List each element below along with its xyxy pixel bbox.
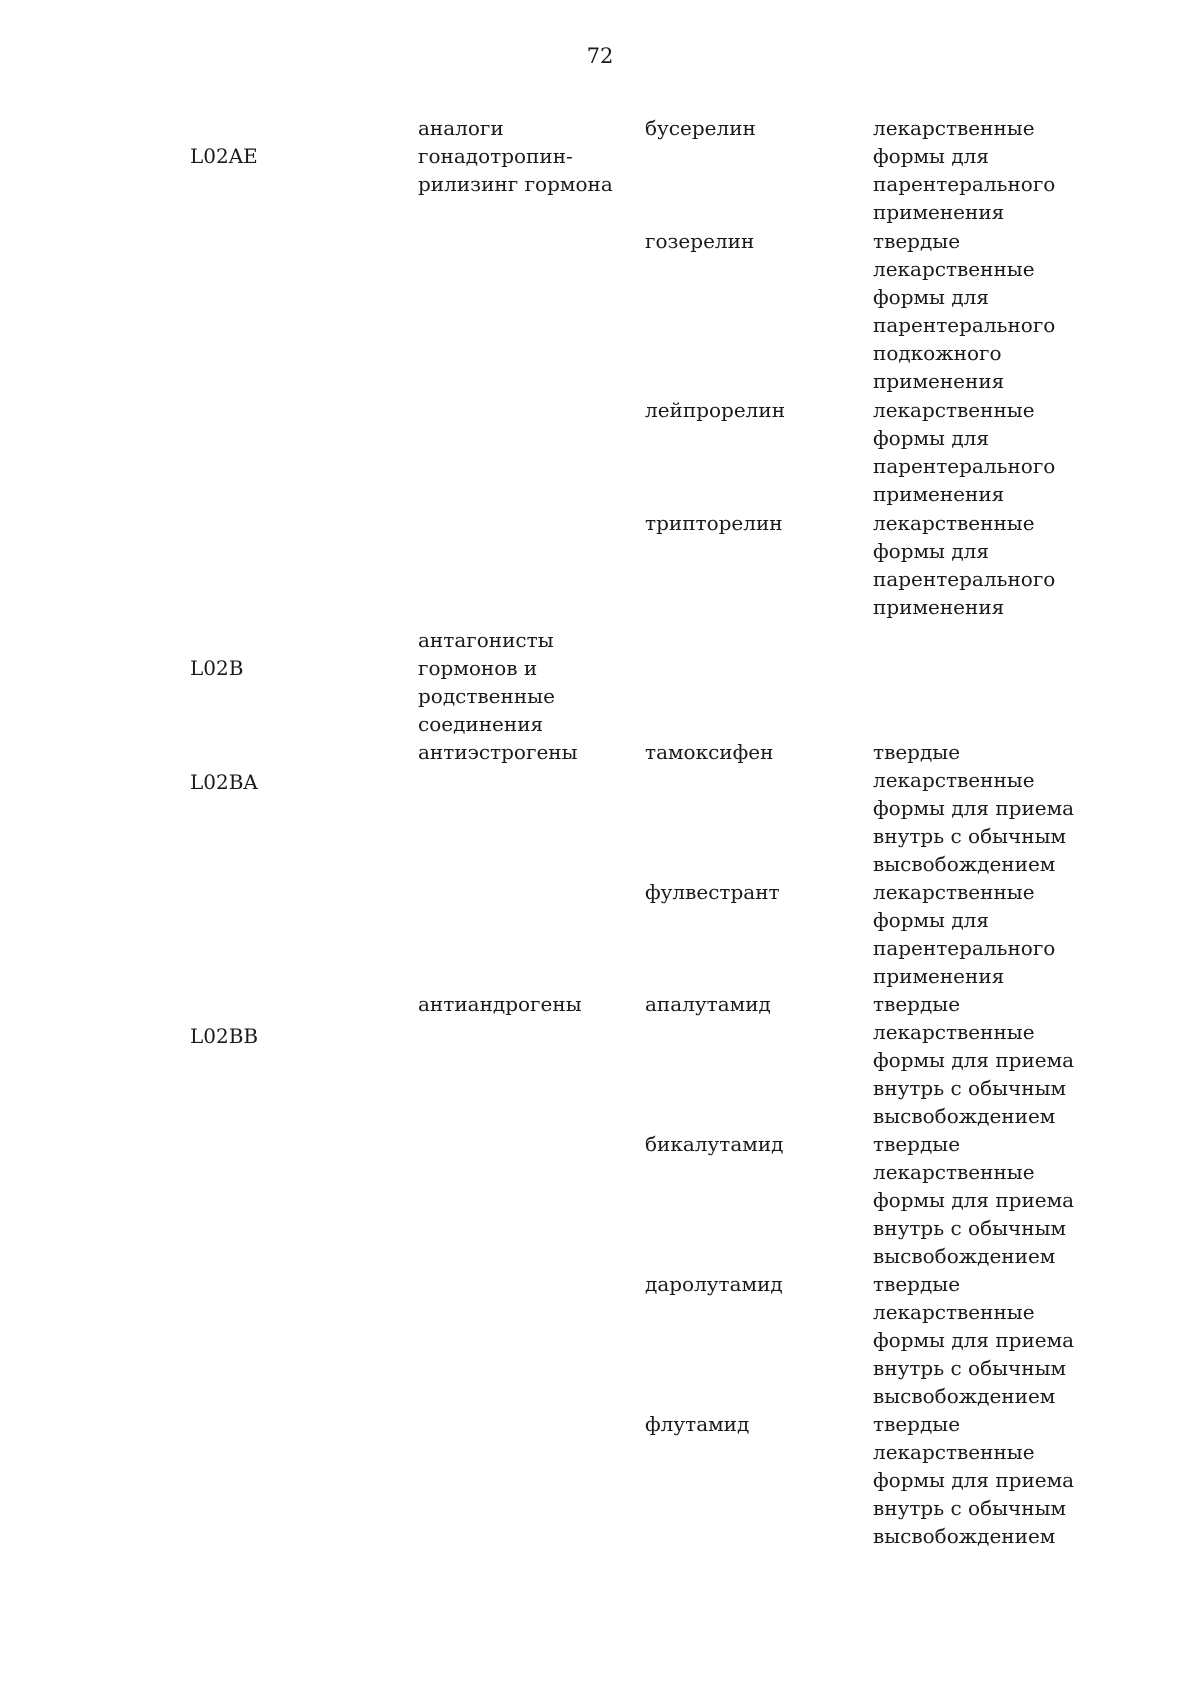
group-l02ae: аналоги гонадотропин- рилизинг гормона (418, 116, 613, 196)
dosage-form: лекарственные формы для парентерального применения (873, 880, 1056, 988)
dosage-form: лекарственные формы для парентерального применения (873, 398, 1056, 506)
group-l02bb: антиандрогены (418, 992, 582, 1016)
drug-name: бикалутамид (645, 1132, 784, 1156)
atc-code-l02bb: L02BB (190, 1024, 259, 1048)
drug-name: флутамид (645, 1412, 750, 1436)
dosage-form: лекарственные формы для парентерального применения (873, 116, 1056, 224)
dosage-form: твердые лекарственные формы для парентерального подкожного применения (873, 229, 1056, 393)
drug-name: трипторелин (645, 511, 783, 535)
drug-name: тамоксифен (645, 740, 774, 764)
page-number: 72 (586, 44, 614, 68)
atc-code-l02b: L02B (190, 656, 244, 680)
dosage-form: лекарственные формы для парентерального применения (873, 511, 1056, 619)
group-l02ba: антиэстрогены (418, 740, 578, 764)
dosage-form: твердые лекарственные формы для приема внутрь с обычным высвобождением (873, 740, 1075, 876)
atc-code-l02ba: L02BA (190, 770, 258, 794)
drug-name: даролутамид (645, 1272, 783, 1296)
dosage-form: твердые лекарственные формы для приема внутрь с обычным высвобождением (873, 1412, 1075, 1548)
dosage-form: твердые лекарственные формы для приема внутрь с обычным высвобождением (873, 1132, 1075, 1268)
drug-name: лейпрорелин (645, 398, 786, 422)
dosage-form: твердые лекарственные формы для приема внутрь с обычным высвобождением (873, 1272, 1075, 1408)
drug-name: апалутамид (645, 992, 771, 1016)
drug-name: фулвестрант (645, 880, 780, 904)
drug-name: гозерелин (645, 229, 755, 253)
drug-name: бусерелин (645, 116, 756, 140)
dosage-form: твердые лекарственные формы для приема внутрь с обычным высвобождением (873, 992, 1075, 1128)
atc-code-l02ae: L02AE (190, 144, 258, 168)
group-l02b: антагонисты гормонов и родственные соединения (418, 628, 555, 736)
